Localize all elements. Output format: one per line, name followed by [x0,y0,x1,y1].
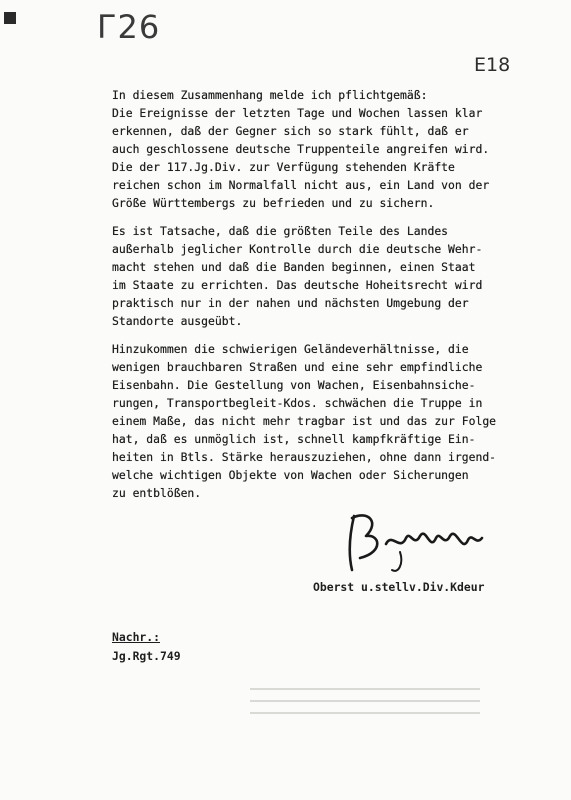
text-line: einem Maße, das nicht mehr tragbar ist und das zur Folge [112,414,497,428]
text-line: Es ist Tatsache, daß die größten Teile des Landes [112,224,449,238]
text-line: In diesem Zusammenhang melde ich pflichtgemäß: [112,88,428,102]
archive-stamp: Г26 [97,8,161,46]
faint-trace [250,700,480,702]
text-line: macht stehen und daß die Banden beginnen, einen Staat [112,260,476,274]
page-reference: E18 [474,54,511,76]
handwritten-signature [340,508,490,578]
text-line: zu entblößen. [112,486,202,500]
text-line: Größe Württembergs zu befrieden und zu sichern. [112,196,435,210]
faint-trace [250,688,480,690]
text-line: außerhalb jeglicher Kontrolle durch die deutsche Wehr- [112,242,483,256]
text-line: Die Ereignisse der letzten Tage und Wochen lassen klar [112,106,483,120]
faint-trace [250,712,480,714]
paragraph-gap [112,212,552,222]
text-line: im Staate zu errichten. Das deutsche Hoheitsrecht wird [112,278,483,292]
text-line: Die der 117.Jg.Div. zur Verfügung stehenden Kräfte [112,160,455,174]
text-line: praktisch nur in der nahen und nächsten Umgebung der [112,296,469,310]
text-line: hat, daß es unmöglich ist, schnell kampfkräftige Ein- [112,432,476,446]
text-line: erkennen, daß der Gegner sich so stark fühlt, daß er [112,124,469,138]
text-line: reichen schon im Normalfall nicht aus, ein Land von der [112,178,490,192]
text-line: rungen, Transportbegleit-Kdos. schwächen die Truppe in [112,396,483,410]
text-line: welche wichtigen Objekte von Wachen oder Sicherungen [112,468,469,482]
distribution-title: Nachr.: [112,630,161,644]
text-line: Standorte ausgeübt. [112,314,243,328]
letter-body [112,86,552,502]
text-line: auch geschlossene deutsche Truppenteile angreifen wird. [112,142,490,156]
signatory-title: Oberst u.stellv.Div.Kdeur [313,580,485,594]
text-line: heiten in Btls. Stärke herauszuziehen, ohne dann irgend- [112,450,497,464]
distribution-list [112,628,181,666]
punch-mark [4,12,16,24]
distribution-item: Jg.Rgt.749 [112,649,181,663]
text-line: Eisenbahn. Die Gestellung von Wachen, Eisenbahnsiche- [112,378,476,392]
text-line: Hinzukommen die schwierigen Geländeverhältnisse, die [112,342,469,356]
paragraph-gap [112,330,552,340]
text-line: wenigen brauchbaren Straßen und eine sehr empfindliche [112,360,483,374]
